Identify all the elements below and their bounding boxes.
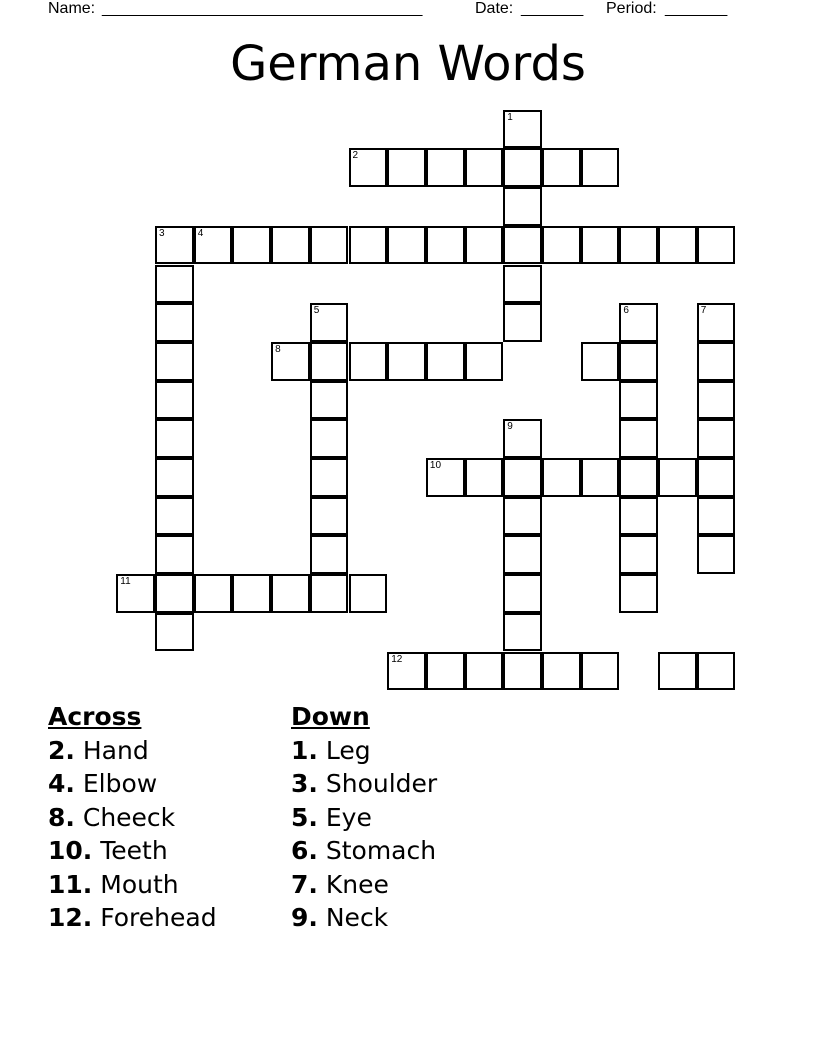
grid-cell[interactable] [155, 613, 194, 652]
clue-number-label: 3 [159, 227, 165, 239]
grid-cell[interactable] [155, 458, 194, 497]
name-label: Name: [48, 0, 96, 17]
grid-cell[interactable] [503, 497, 542, 536]
grid-cell[interactable] [387, 342, 426, 381]
across-heading: Across [48, 702, 142, 731]
grid-cell[interactable] [310, 497, 349, 536]
grid-cell[interactable] [503, 303, 542, 342]
clue-text: Eye [325, 802, 372, 832]
clue-item [291, 734, 437, 768]
grid-cell[interactable] [503, 265, 542, 304]
grid-cell[interactable] [697, 303, 736, 342]
clue-number: 3. [291, 769, 318, 798]
grid-cell[interactable] [349, 226, 388, 265]
grid-cell[interactable] [658, 652, 697, 691]
clue-number-label: 8 [275, 343, 281, 355]
grid-cell[interactable] [697, 535, 736, 574]
grid-cell[interactable] [310, 535, 349, 574]
period-label: Period: [606, 0, 657, 17]
clue-number: 6. [291, 836, 318, 865]
grid-cell[interactable] [155, 535, 194, 574]
grid-cell[interactable] [542, 458, 581, 497]
grid-cell[interactable] [426, 458, 465, 497]
grid-cell[interactable] [155, 497, 194, 536]
grid-cell[interactable] [619, 342, 658, 381]
clue-item [48, 767, 217, 801]
grid-cell[interactable] [465, 652, 504, 691]
grid-cell[interactable] [155, 574, 194, 613]
clue-number-label: 11 [120, 576, 131, 588]
clue-item [291, 901, 437, 935]
clue-number-label: 5 [313, 305, 320, 317]
clue-text: Elbow [82, 769, 158, 798]
clue-item [291, 801, 437, 835]
clue-number: 5. [291, 802, 318, 832]
grid-cell[interactable] [310, 303, 349, 342]
grid-cell[interactable] [310, 419, 349, 458]
clue-number-label: 4 [197, 227, 204, 239]
grid-cell[interactable] [194, 226, 233, 265]
grid-cell[interactable] [310, 574, 349, 613]
grid-cell[interactable] [503, 613, 542, 652]
grid-cell[interactable] [619, 574, 658, 613]
clue-text: Forehead [100, 903, 217, 932]
clue-number: 1. [291, 735, 318, 765]
grid-cell[interactable] [581, 226, 620, 265]
across-clues [48, 700, 217, 935]
grid-cell[interactable] [619, 226, 658, 265]
grid-cell[interactable] [426, 226, 465, 265]
grid-cell[interactable] [155, 419, 194, 458]
grid-cell[interactable] [349, 342, 388, 381]
down-heading: Down [291, 702, 370, 731]
clue-number: 7. [291, 869, 318, 899]
clue-number: 9. [291, 903, 318, 932]
grid-cell[interactable] [271, 342, 310, 381]
period-field[interactable]: _______ [665, 0, 728, 17]
clue-number: 4. [48, 769, 75, 798]
clue-number: 10. [48, 836, 93, 865]
grid-cell[interactable] [697, 497, 736, 536]
grid-cell[interactable] [658, 226, 697, 265]
grid-cell[interactable] [697, 381, 736, 420]
grid-cell[interactable] [349, 574, 388, 613]
grid-cell[interactable] [581, 458, 620, 497]
clue-item [291, 834, 437, 868]
clue-text: Neck [325, 903, 389, 932]
grid-cell[interactable] [155, 381, 194, 420]
clue-number-label: 9 [507, 421, 513, 433]
grid-cell[interactable] [697, 419, 736, 458]
grid-cell[interactable] [155, 226, 194, 265]
grid-cell[interactable] [581, 652, 620, 691]
grid-cell[interactable] [619, 497, 658, 536]
grid-cell[interactable] [697, 652, 736, 691]
grid-cell[interactable] [697, 226, 736, 265]
grid-cell[interactable] [310, 381, 349, 420]
grid-cell[interactable] [465, 148, 504, 187]
grid-cell[interactable] [271, 574, 310, 613]
clue-item [48, 801, 217, 835]
grid-cell[interactable] [387, 652, 426, 691]
grid-cell[interactable] [310, 342, 349, 381]
clue-number-label: 6 [623, 305, 629, 317]
grid-cell[interactable] [426, 148, 465, 187]
grid-cell[interactable] [503, 574, 542, 613]
clue-item [48, 901, 217, 935]
clue-number-label: 2 [352, 150, 359, 162]
grid-cell[interactable] [426, 342, 465, 381]
grid-cell[interactable] [697, 342, 736, 381]
grid-cell[interactable] [619, 303, 658, 342]
clue-item [48, 868, 217, 902]
grid-cell[interactable] [426, 652, 465, 691]
clue-item [48, 834, 217, 868]
grid-cell[interactable] [155, 342, 194, 381]
grid-cell[interactable] [619, 419, 658, 458]
clue-text: Hand [82, 735, 149, 765]
grid-cell[interactable] [116, 574, 155, 613]
grid-cell[interactable] [310, 226, 349, 265]
page-title: German Words [230, 36, 586, 92]
grid-cell[interactable] [310, 458, 349, 497]
grid-cell[interactable] [155, 303, 194, 342]
clue-number: 2. [48, 735, 75, 765]
grid-cell[interactable] [503, 187, 542, 226]
clue-number-label: 1 [507, 111, 513, 123]
grid-cell[interactable] [349, 148, 388, 187]
clue-item [291, 767, 437, 801]
clue-text: Mouth [100, 869, 179, 899]
grid-cell[interactable] [155, 265, 194, 304]
grid-cell[interactable] [542, 652, 581, 691]
grid-cell[interactable] [619, 381, 658, 420]
clue-item [48, 734, 217, 768]
grid-cell[interactable] [542, 148, 581, 187]
grid-cell[interactable] [503, 148, 542, 187]
grid-cell[interactable] [619, 458, 658, 497]
clue-number: 12. [48, 903, 93, 932]
clue-text: Shoulder [325, 769, 438, 798]
grid-cell[interactable] [658, 458, 697, 497]
grid-cell[interactable] [232, 226, 271, 265]
clue-text: Cheeck [82, 802, 176, 832]
grid-cell[interactable] [465, 458, 504, 497]
grid-cell[interactable] [465, 342, 504, 381]
clue-number-label: 10 [429, 460, 442, 471]
grid-cell[interactable] [387, 148, 426, 187]
clue-text: Teeth [100, 836, 168, 865]
clue-text: Stomach [325, 836, 437, 865]
grid-cell[interactable] [503, 419, 542, 458]
grid-cell[interactable] [581, 342, 620, 381]
date-field[interactable]: _______ [521, 0, 584, 17]
grid-cell[interactable] [697, 458, 736, 497]
grid-cell[interactable] [271, 226, 310, 265]
grid-cell[interactable] [619, 535, 658, 574]
grid-cell[interactable] [503, 535, 542, 574]
grid-cell[interactable] [194, 574, 233, 613]
clue-number: 8. [48, 802, 75, 832]
clue-number-label: 7 [700, 305, 707, 317]
clue-item [291, 868, 437, 902]
grid-cell[interactable] [387, 226, 426, 265]
grid-cell[interactable] [232, 574, 271, 613]
clue-text: Leg [325, 735, 371, 765]
clue-number-label: 12 [391, 653, 403, 665]
grid-cell[interactable] [542, 226, 581, 265]
date-label: Date: [475, 0, 514, 17]
clue-number: 11. [48, 869, 93, 899]
grid-cell[interactable] [503, 110, 542, 149]
grid-cell[interactable] [503, 652, 542, 691]
grid-cell[interactable] [503, 458, 542, 497]
grid-cell[interactable] [465, 226, 504, 265]
grid-cell[interactable] [503, 226, 542, 265]
down-clues [291, 700, 437, 935]
name-field[interactable]: ____________________________________ [102, 0, 423, 17]
clue-text: Knee [325, 869, 389, 899]
grid-cell[interactable] [581, 148, 620, 187]
